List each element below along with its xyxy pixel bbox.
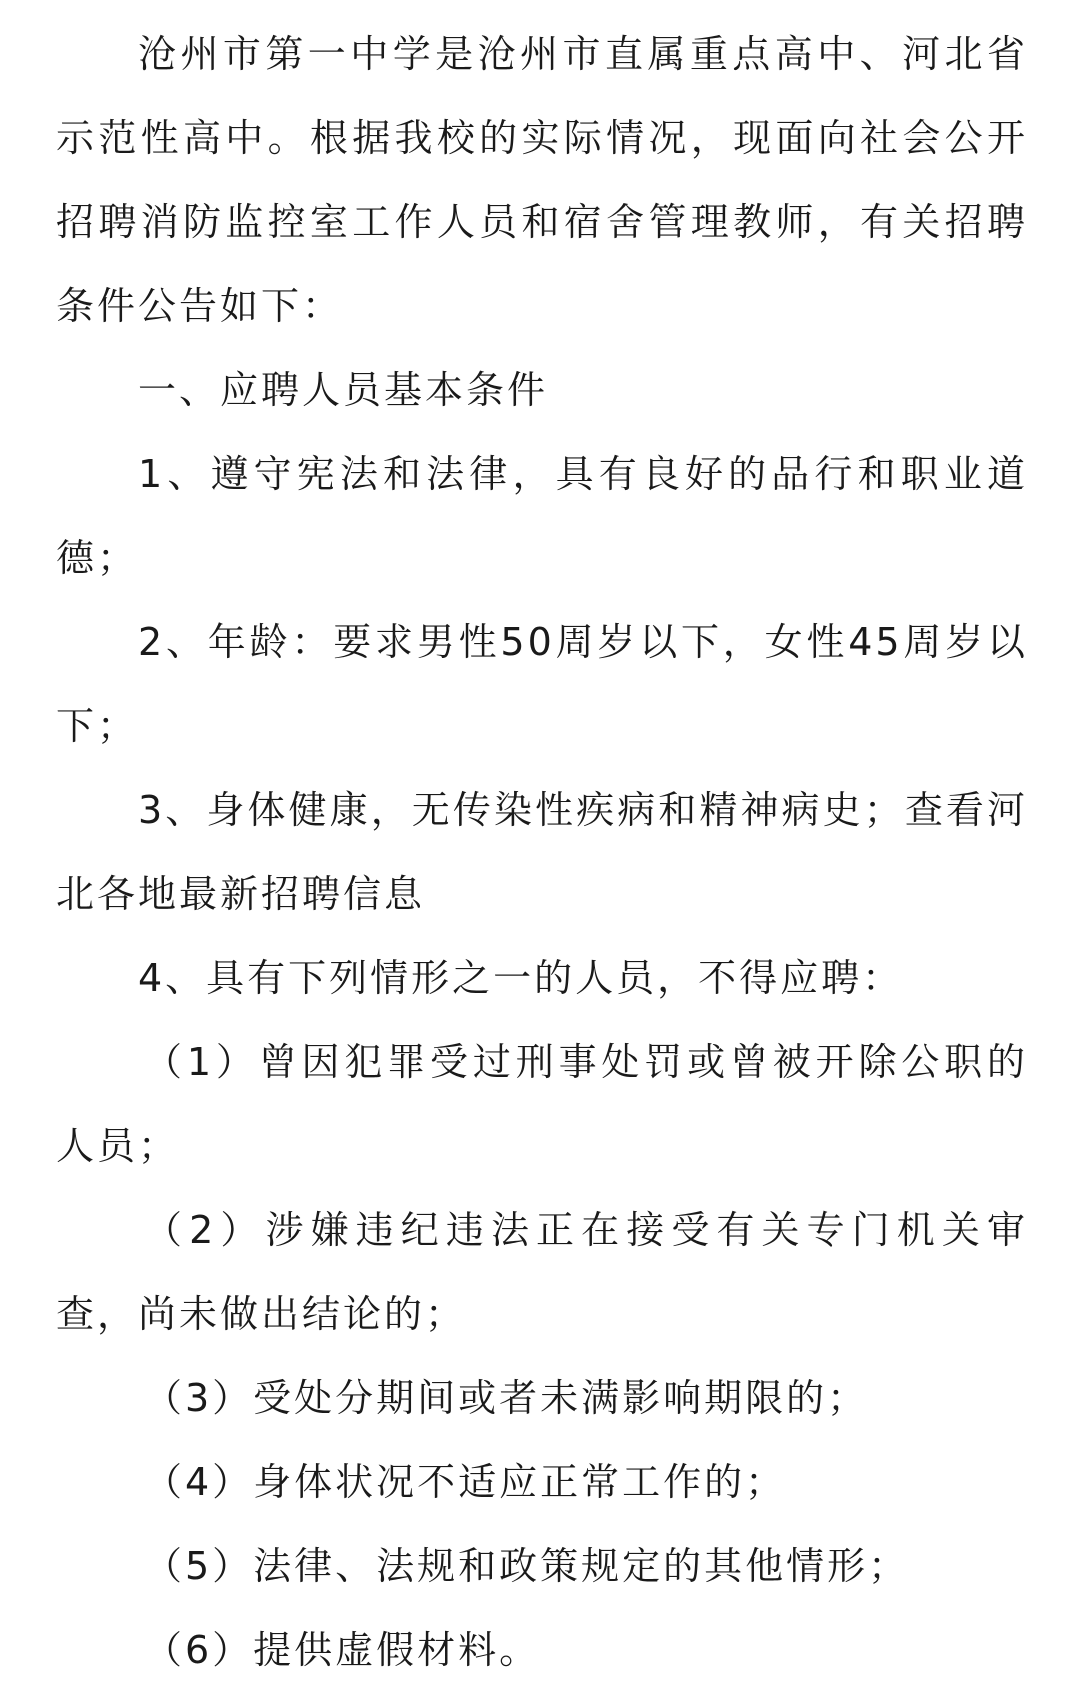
- intro-paragraph: 沧州市第一中学是沧州市直属重点高中、河北省示范性高中。根据我校的实际情况，现面向社会公开招聘消防监控室工作人员和宿舍管理教师，有关招聘条件公告如下：: [56, 32, 1028, 328]
- condition-item-2: 2、年龄：要求男性50周岁以下，女性45周岁以下；: [56, 620, 1028, 748]
- exclusion-item-3: （3）受处分期间或者未满影响期限的；: [144, 1376, 869, 1420]
- exclusion-item-6: （6）提供虚假材料。: [144, 1628, 541, 1672]
- exclusion-item-5: （5）法律、法规和政策规定的其他情形；: [144, 1544, 910, 1588]
- condition-item-4: 4、具有下列情形之一的人员，不得应聘：: [138, 956, 904, 1000]
- exclusion-item-1: （1）曾因犯罪受过刑事处罚或曾被开除公职的人员；: [56, 1040, 1028, 1168]
- exclusion-item-4: （4）身体状况不适应正常工作的；: [144, 1460, 787, 1504]
- exclusion-item-2: （2）涉嫌违纪违法正在接受有关专门机关审查，尚未做出结论的；: [56, 1208, 1028, 1336]
- condition-item-3: 3、身体健康，无传染性疾病和精神病史；查看河北各地最新招聘信息: [56, 788, 1028, 916]
- condition-item-1: 1、遵守宪法和法律，具有良好的品行和职业道德；: [56, 452, 1028, 580]
- section-heading-basic-conditions: 一、应聘人员基本条件: [138, 368, 549, 412]
